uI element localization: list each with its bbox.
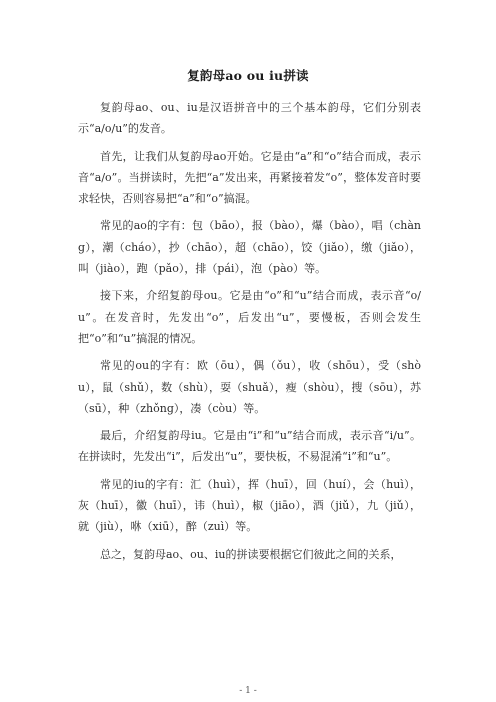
document-body [78,97,421,571]
paragraph-ou-explanation: 接下来，介绍复韵母ou。它是由“o”和“u”结合而成，表示音“o/u”。在发音时，先发出“o”，后发出“u”，要慢板，否则会发生把“o”和“u”搞混的情况。 [78,289,421,345]
paragraph-iu-examples: 常见的iu的字有：汇（huì），挥（huī），回（huí），会（huì），灰（huī），徽（huī），讳（huì），椒（jiāo），酒（jiǔ），九（jiǔ），就（jiù），咻（xiū），醉（zuì）等。 [78,477,421,534]
page-number: - 1 - [239,686,257,696]
paragraph-ao-explanation: 首先，让我们从复韵母ao开始。它是由“a”和“o”结合而成，表示音“a/o”。当拼读时，先把“a”发出来，再紧接着发“o”，整体发音时要求轻快，否则容易把“a”和“o”搞混。 [78,149,421,206]
paragraph-ao-examples: 常见的ao的字有：包（bāo），报（bào），爆（bào），唱（chàng），潮（cháo），抄（chāo），超（chāo），饺（jiǎo），缴（jiǎo），叫（jiào），跑（pǎo），排（pái），泡（pào）等。 [78,219,421,276]
paragraph-ou-examples: 常见的ou的字有：欧（ōu），偶（ǒu），收（shōu），受（shòu），鼠（shǔ），数（shù），耍（shuǎ），瘦（shòu），搜（sōu），苏（sū），种（zhǒng），凑（còu）等。 [78,359,421,415]
paragraph-summary: 总之，复韵母ao、ou、iu的拼读要根据它们彼此之间的关系， [100,547,402,561]
paragraph-iu-explanation: 最后，介绍复韵母iu。它是由“i”和“u”结合而成，表示音“i/u”。在拼读时，先发出“i”，后发出“u”，要快板，不易混淆“i”和“u”。 [78,429,421,464]
paragraph-intro: 复韵母ao、ou、iu是汉语拼音中的三个基本韵母，它们分别表示“a/o/u”的发音。 [78,101,421,136]
document-title: 复韵母ao ou iu拼读 [187,68,309,83]
